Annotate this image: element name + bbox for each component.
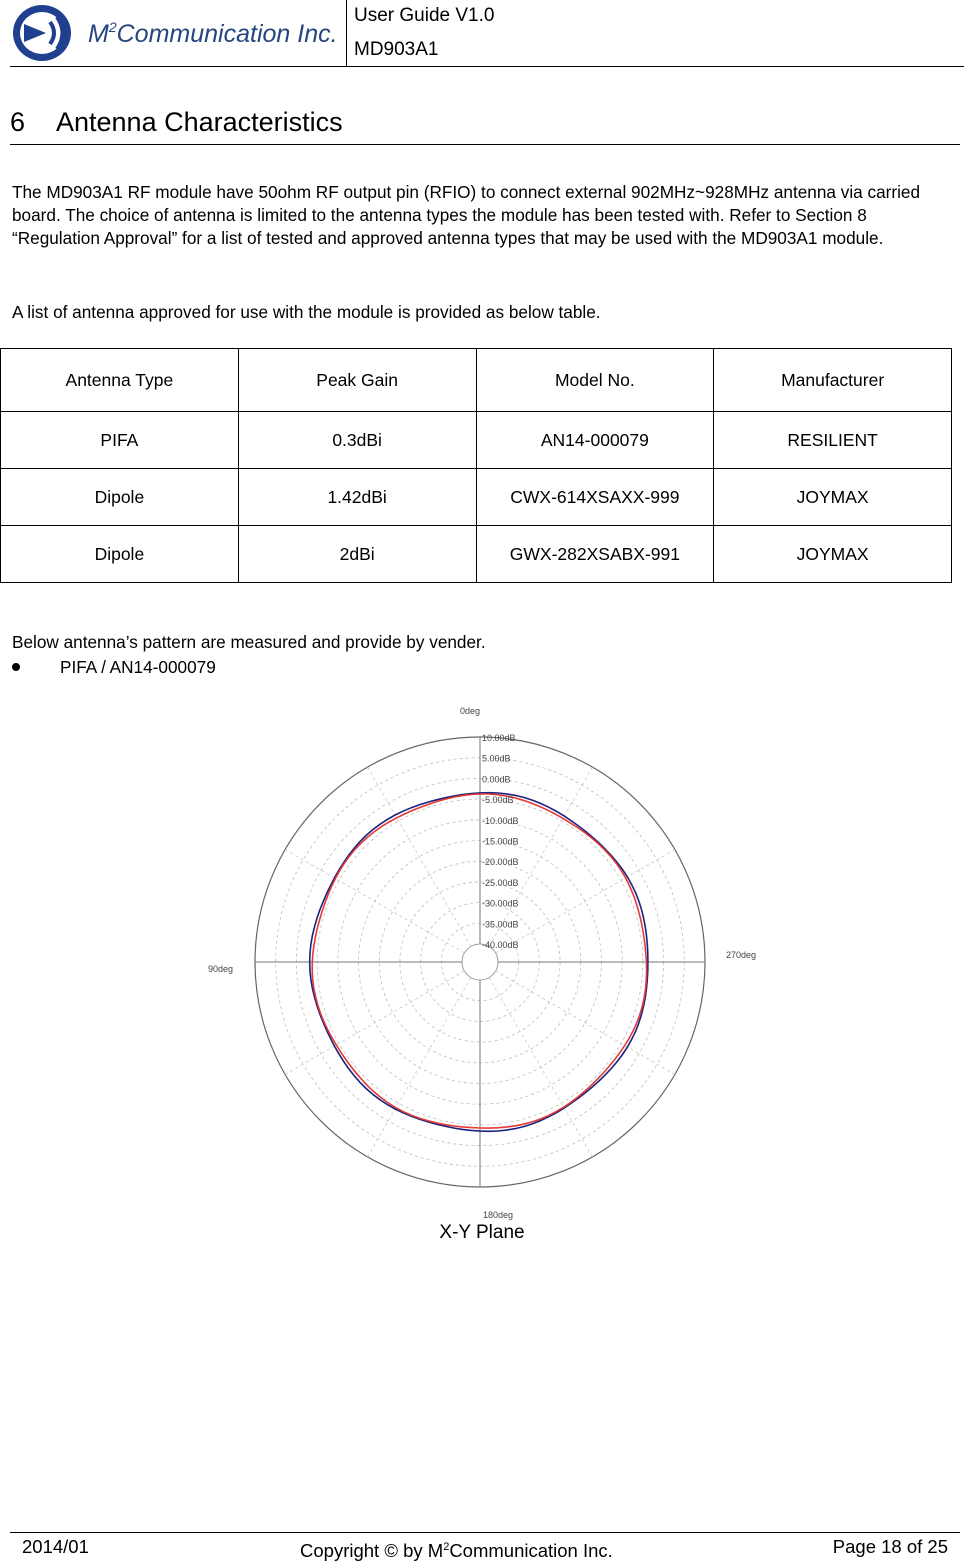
table-cell: 1.42dBi [238, 469, 476, 526]
section-heading [10, 104, 960, 145]
radial-tick-label: -25.00dB [482, 877, 519, 888]
polar-grid [255, 737, 705, 1187]
table-cell: RESILIENT [714, 412, 952, 469]
header-rule [10, 66, 964, 67]
polar-caption: X-Y Plane [439, 1222, 525, 1243]
doc-model: MD903A1 [354, 39, 439, 60]
m2-logo-icon [10, 0, 337, 66]
angle-label-right: 270deg [726, 950, 757, 960]
radial-tick-label: -15.00dB [482, 836, 519, 847]
angle-label-left: 90deg [208, 964, 234, 974]
table-cell: PIFA [1, 412, 239, 469]
polar-spoke [368, 978, 472, 1157]
footer-copyright [300, 1536, 613, 1562]
radial-tick-label: -35.00dB [482, 919, 519, 930]
radial-tick-label: -20.00dB [482, 857, 519, 868]
table-header-cell: Manufacturer [714, 349, 952, 412]
page-header [10, 0, 964, 67]
radial-tick-label: -40.00dB [482, 940, 519, 950]
table-cell: Dipole [1, 526, 239, 583]
table-row [1, 469, 952, 526]
angle-label-bottom: 180deg [482, 1210, 514, 1220]
section-title: Antenna Characteristics [56, 107, 343, 137]
pattern-intro: Below antenna’s pattern are measured and provide by vender. [12, 632, 486, 652]
copyright-prefix: Copyright © by M [300, 1540, 444, 1562]
radial-tick-label: 10.00dB [482, 733, 516, 743]
radial-tick-label: 0.00dB [482, 774, 511, 785]
bullet-dot-icon [12, 663, 20, 671]
radial-tick-label: -5.00dB [482, 795, 514, 806]
table-cell: 2dBi [238, 526, 476, 583]
table-header-row [1, 349, 952, 412]
footer-date: 2014/01 [22, 1536, 89, 1557]
table-cell: GWX-282XSABX-991 [476, 526, 714, 583]
antenna-table [0, 348, 952, 583]
copyright-suffix: Communication Inc. [449, 1540, 613, 1562]
section-number: 6 [10, 107, 26, 137]
table-row [1, 412, 952, 469]
polar-spoke [496, 971, 675, 1075]
table-header-cell: Peak Gain [238, 349, 476, 412]
angle-label-top: 0deg [459, 706, 481, 716]
table-header-cell: Model No. [476, 349, 714, 412]
radial-tick-label: 5.00dB [482, 753, 511, 764]
list-paragraph: A list of antenna approved for use with the module is provided as below table. [12, 302, 601, 322]
table-row [1, 526, 952, 583]
table-cell: 0.3dBi [238, 412, 476, 469]
table-header-cell: Antenna Type [1, 349, 239, 412]
table-cell: AN14-000079 [476, 412, 714, 469]
doc-title: User Guide V1.0 [354, 5, 495, 26]
table-cell: JOYMAX [714, 469, 952, 526]
polar-pattern-chart [196, 700, 766, 1220]
radial-tick-label: -30.00dB [482, 898, 519, 909]
footer-page-number: Page 18 of 25 [832, 1536, 948, 1557]
table-cell: JOYMAX [714, 526, 952, 583]
bullet-text: PIFA / AN14-000079 [60, 657, 216, 677]
footer-rule [10, 1532, 960, 1533]
svg-text:M2Communication Inc.: $M^2Communication$ Inc. [88, 19, 337, 48]
polar-spoke [496, 850, 675, 954]
header-divider [346, 0, 347, 66]
copyright-sup: 2 [443, 1541, 450, 1553]
intro-paragraph: The MD903A1 RF module have 50ohm RF output pin (RFIO) to connect external 902MHz~928MHz antenna via carried board. The choice of antenna is limited to the antenna types the module has been tested with. Refer to Section 8 “Regulation Approval” for a list of tested and approved antenna types that may be used with the MD903A1 module. [12, 182, 921, 248]
radial-tick-label: -10.00dB [482, 815, 519, 826]
bullet-item [12, 655, 216, 679]
table-cell: Dipole [1, 469, 239, 526]
polar-spoke [368, 767, 472, 946]
table-cell: CWX-614XSAXX-999 [476, 469, 714, 526]
company-logo [10, 0, 337, 66]
